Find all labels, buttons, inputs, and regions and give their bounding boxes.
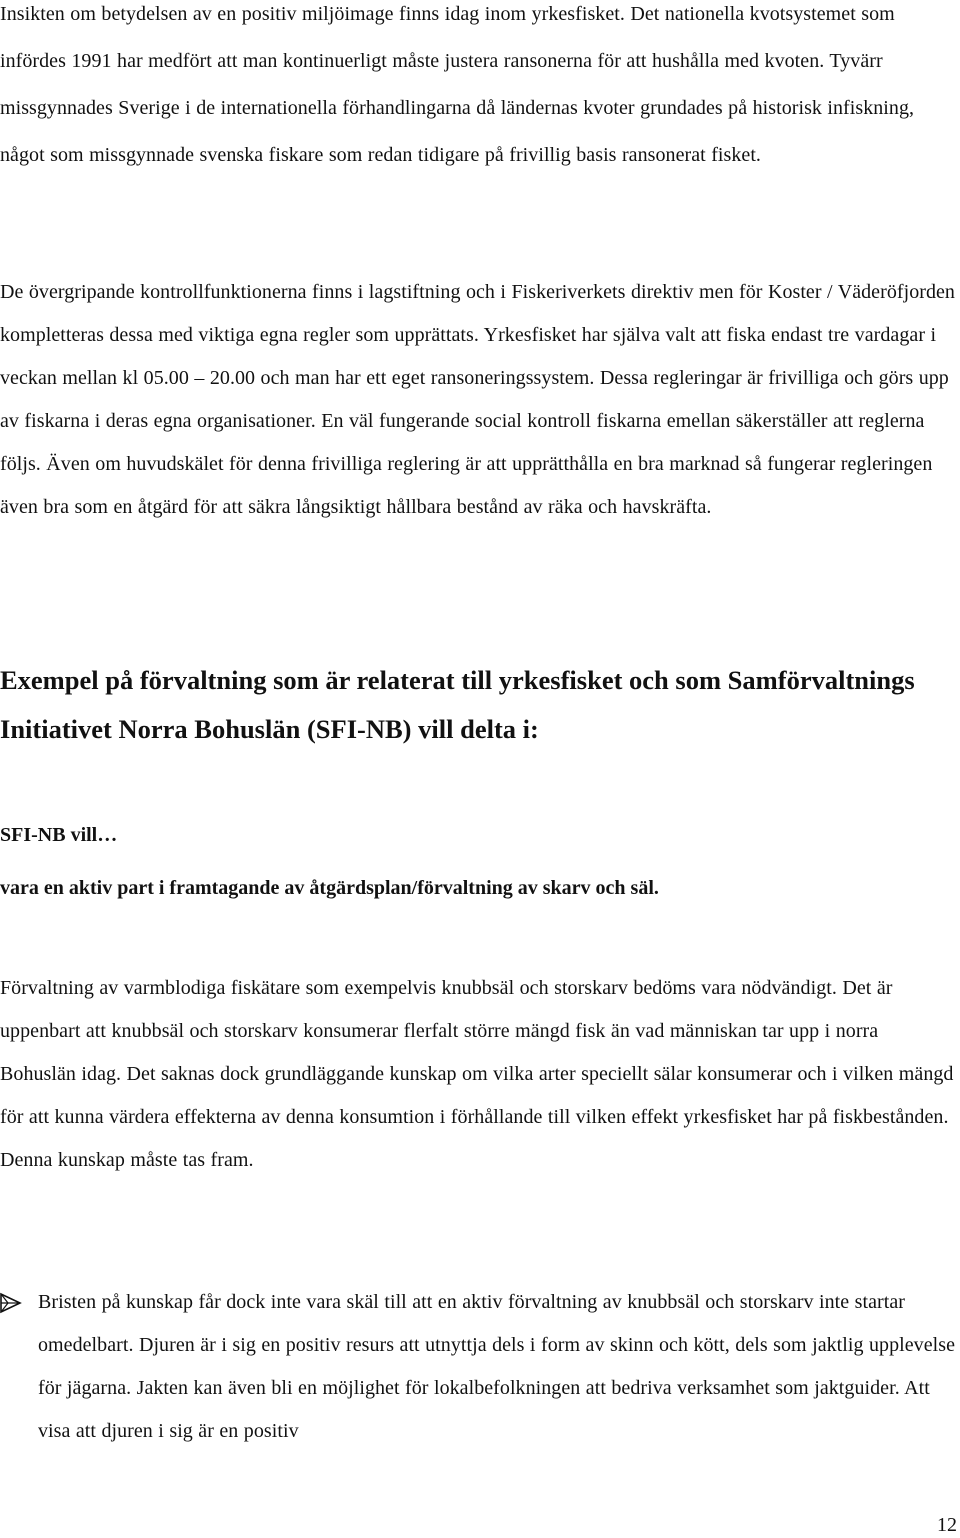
bullet-text: Bristen på kunskap får dock inte vara skäl till att en aktiv förvaltning av knubbsäl och storskarv inte startar omedelbart. Djuren är i sig en positiv resurs att utnyttja dels i form av skinn och kött, dels som jaktlig upplevelse för jägarna. Jakten kan även bli en möjlighet för lokalbefolkningen att bedriva verksamhet som jaktguider. Att visa att djuren i sig är en positiv: [38, 1291, 956, 1442]
subheading-sfi-nb: SFI-NB vill…: [0, 824, 118, 846]
section-heading: Exempel på förvaltning som är relaterat till yrkesfisket och som Samförvaltnings Initiativet Norra Bohuslän (SFI-NB) vill delta i:: [0, 665, 915, 744]
body-paragraph-2: De övergripande kontrollfunktionerna finns i lagstiftning och i Fiskeriverkets direktiv men för Koster / Väderöfjorden kompletteras dessa med viktiga egna regler som upprättats. Yrkesfisket har själva valt att fiska endast tre vardagar i veckan mellan kl 05.00 – 20.00 och man har ett eget ransoneringssystem. Dessa regleringar är frivilliga och görs upp av fiskarna i deras egna organisationer. En väl fungerande social kontroll fiskarna emellan säkerställer att reglerna följs. Även om huvudskälet för denna frivilliga reglering är att upprätthålla en bra marknad så fungerar regleringen även bra som en åtgärd för att säkra långsiktigt hållbara bestånd av räka och havskräfta.: [0, 281, 955, 518]
page-number: 12: [937, 1514, 957, 1536]
body-paragraph-1: Insikten om betydelsen av en positiv miljöimage finns idag inom yrkesfisket. Det nationella kvotsystemet som infördes 1991 har medfört att man kontinuerligt måste justera ransonerna för att hushålla med kvoten. Tyvärr missgynnades Sverige i de internationella förhandlingarna då ländernas kvoter grundades på historisk infiskning, något som missgynnade svenska fiskare som redan tidigare på frivillig basis ransonerat fisket.: [0, 3, 915, 166]
arrowhead-bullet-icon: [0, 1281, 24, 1324]
goal-statement: vara en aktiv part i framtagande av åtgärdsplan/förvaltning av skarv och säl.: [0, 877, 659, 899]
body-paragraph-3: Förvaltning av varmblodiga fiskätare som exempelvis knubbsäl och storskarv bedöms vara nödvändigt. Det är uppenbart att knubbsäl och storskarv konsumerar flerfalt större mängd fisk än vad människan tar upp i norra Bohuslän idag. Det saknas dock grundläggande kunskap om vilka arter speciellt sälar konsumerar och i vilken mängd för att kunna värdera effekterna av denna konsumtion i förhållande till vilken effekt yrkesfisket har på fiskbestånden. Denna kunskap måste tas fram.: [0, 977, 954, 1171]
